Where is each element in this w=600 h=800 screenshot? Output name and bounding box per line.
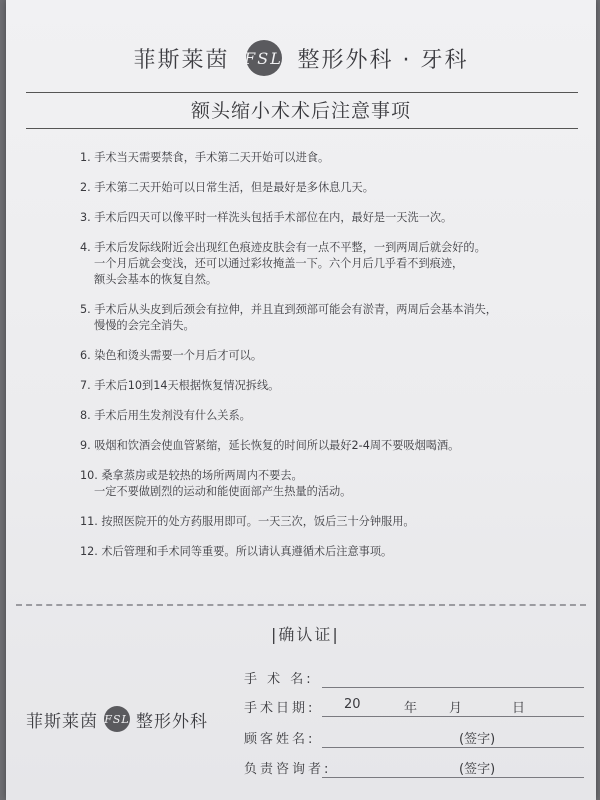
instruction-item [80,150,560,166]
instruction-line: 11. 按照医院开的处方药服用即可。一天三次，饭后三十分钟服用。 [80,515,415,528]
instruction-line: 一个月后就会变浅，还可以通过彩妆掩盖一下。六个月后几乎看不到痕迹， [94,257,464,270]
surgery-name-label: 手 术 名: [244,672,314,687]
instruction-line: 1. 手术当天需要禁食，手术第二天开始可以进食。 [80,151,330,164]
consultant-label: 负责咨询者: [244,762,332,777]
footer-brand-name: 菲斯莱茵 [26,711,98,732]
instruction-line: 一定不要做剧烈的运动和能使面部产生热量的活动。 [94,485,352,498]
surgery-name-field[interactable] [322,687,584,688]
footer-logo-icon: FSL [104,706,130,732]
surgery-date-label: 手术日期: [244,701,316,716]
instruction-item [80,180,560,196]
clinic-header [6,36,596,80]
cut-line-divider [16,604,586,606]
instruction-line: 6. 染色和烫头需要一个月后才可以。 [80,349,263,362]
instruction-line: 慢慢的会完全消失。 [94,319,195,332]
clinic-logo-icon: FSL [246,40,282,76]
consultant-signature-hint: (签字) [459,762,496,777]
surgery-date-field[interactable] [322,716,584,717]
instruction-line: 2. 手术第二天开始可以日常生活，但是最好是多休息几天。 [80,181,374,194]
title-bottom-rule [26,128,578,129]
clinic-departments: 整形外科 · 牙科 [297,47,469,73]
instruction-item [80,468,560,500]
surgery-name-row [244,668,584,690]
instruction-line: 5. 手术后从头皮到后颈会有拉伸，并且直到颈部可能会有淤青，两周后会基本消失， [80,303,497,316]
instruction-item [80,514,560,530]
consultant-row [244,758,584,780]
instruction-line: 10. 桑拿蒸房或是较热的场所两周内不要去。 [80,469,303,482]
customer-name-field[interactable] [322,747,584,748]
customer-name-label: 顾客姓名: [244,732,316,747]
instruction-item [80,544,560,560]
instruction-item [80,378,560,394]
date-year-label: 年 [404,701,418,716]
instruction-list [80,150,560,574]
date-day-label: 日 [512,701,526,716]
instruction-item [80,348,560,364]
instruction-item [80,302,560,334]
document-page [6,0,596,800]
title-top-rule [26,92,578,93]
instruction-line: 12. 术后管理和手术同等重要。所以请认真遵循术后注意事项。 [80,545,393,558]
instruction-item [80,408,560,424]
confirmation-title: |确认证| [271,625,340,644]
footer-department: 整形外科 [136,711,208,732]
instruction-item [80,240,560,288]
surgery-date-row [244,697,584,719]
consultant-field[interactable] [322,777,584,778]
date-year-prefix: 20 [344,697,361,712]
instruction-line: 额头会基本的恢复自然。 [94,273,218,286]
footer-brand [26,706,208,732]
instruction-line: 3. 手术后四天可以像平时一样洗头包括手术部位在内，最好是一天洗一次。 [80,211,453,224]
instruction-line: 4. 手术后发际线附近会出现红色痕迹皮肤会有一点不平整，一到两周后就会好的。 [80,241,486,254]
instruction-item [80,210,560,226]
customer-name-row [244,728,584,750]
clinic-brand-name: 菲斯莱茵 [133,47,230,73]
instruction-line: 7. 手术后10到14天根据恢复情况拆线。 [80,379,280,392]
instruction-line: 8. 手术后用生发剂没有什么关系。 [80,409,251,422]
instruction-line: 9. 吸烟和饮酒会使血管紧缩，延长恢复的时间所以最好2-4周不要吸烟喝酒。 [80,439,460,452]
document-title: 额头缩小术术后注意事项 [190,100,411,122]
instruction-item [80,438,560,454]
customer-signature-hint: (签字) [459,732,496,747]
date-month-label: 月 [449,701,463,716]
